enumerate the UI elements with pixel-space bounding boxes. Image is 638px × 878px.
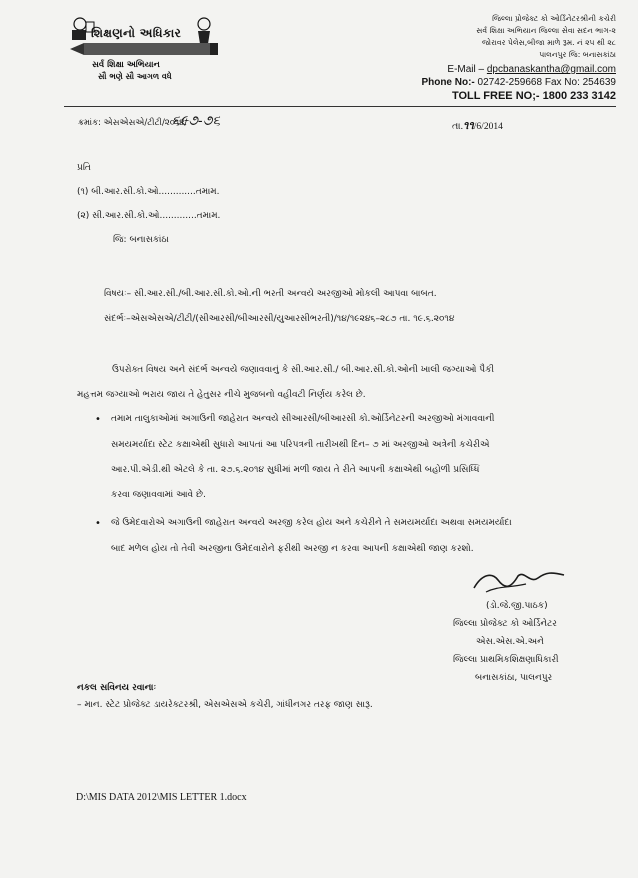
office-line-4: પાલનપુર જિ: બનાસકાંઠા bbox=[539, 50, 616, 59]
header-divider bbox=[64, 106, 616, 107]
logo-title: શિક્ષણનો અધિકાર bbox=[91, 26, 182, 40]
pencil-icon bbox=[70, 40, 220, 58]
phone-row bbox=[421, 77, 616, 88]
para1-line1: ઉપરોક્ત વિષય અને સંદર્ભ અન્વયે જણાવવાનું કે સી.આર.સી./ બી.આર.સી.કો.ઓની ખાલી જગ્યાઓ પૈકી bbox=[112, 365, 495, 375]
bullet-2: • bbox=[95, 518, 101, 529]
date-prefix: તા. bbox=[452, 122, 464, 132]
signatory-name: (ડો.જે.જી.પાઠક) bbox=[486, 601, 548, 611]
letter-date bbox=[452, 120, 503, 133]
date-handwritten: ૧૧ bbox=[463, 120, 474, 132]
bullet-1: • bbox=[95, 414, 101, 425]
file-path: D:\MIS DATA 2012\MIS LETTER 1.docx bbox=[76, 792, 247, 803]
handwritten-ref: ૬૯૭-૭૬ bbox=[172, 113, 221, 129]
copy-line: – માન. સ્ટેટ પ્રોજેક્ટ ડાયરેક્ટરશ્રી, એસએસએ કચેરી, ગાંધીનગર તરફ જાણ સારૂ. bbox=[77, 700, 373, 710]
signatory-title-2: એસ.એસ.એ.અને bbox=[476, 637, 544, 647]
reference-number: ક્રમાંક: એસએસએ/ટીટી/૨૦૧૪/ bbox=[78, 118, 188, 128]
email-row bbox=[447, 64, 616, 75]
toll-free: TOLL FREE NO;- 1800 233 3142 bbox=[451, 90, 616, 102]
office-line-1: જિલ્લા પ્રોજેક્ટ કો ઓર્ડિનેટરશ્રીની કચેરી bbox=[492, 14, 616, 23]
prati-label: પ્રતિ bbox=[77, 163, 91, 173]
phone-label: Phone No:- bbox=[421, 77, 475, 88]
recipient-2: (૨) સી.આર.સી.કો.ઓ.............તમામ. bbox=[77, 211, 221, 221]
signatory-title-3: જિલ્લા પ્રાથમિકશિક્ષણાધિકારી bbox=[453, 655, 559, 665]
district-line: જિ: બનાસકાંઠા bbox=[113, 235, 169, 245]
logo-tagline-1: સર્વ શિક્ષા અભિયાન bbox=[92, 60, 160, 70]
reference-line: સંદર્ભઃ–એસએસએ/ટીટી/(સીઆરસી/બીઆરસી/યુઆરસીભરતી)/૧૪/૧૯૨૪૬–૨૮૭ તા. ૧૯.૬.૨૦૧૪ bbox=[104, 314, 455, 324]
signatory-title-1: જિલ્લા પ્રોજેક્ટ કો ઓર્ડિનેટર bbox=[453, 619, 557, 629]
bullet2-line2: બાદ મળેલ હોય તો તેવી અરજીના ઉમેદવારોને ફરીથી અરજી ન કરવા આપની કક્ષાએથી જાણ કરશો. bbox=[111, 544, 474, 554]
bullet1-line1: તમામ તાલુકાઓમાં અગાઉની જાહેરાત અન્વયે સીઆરસી/બીઆરસી કો.ઓર્ડિનેટરની અરજીઓ મંગાવવાની bbox=[111, 414, 495, 424]
bullet1-line3: આર.પી.એડી.થી એટલે કે તા. ૨૭.૬.૨૦૧૪ સુધીમાં મળી જાય તે રીતે આપની કક્ષાએથી બહોળી પ્રસિધ્ધિ bbox=[111, 465, 480, 475]
signatory-title-4: બનાસકાંઠા, પાલનપુર bbox=[475, 673, 553, 683]
bullet2-line1: જે ઉમેદવારોએ અગાઉની જાહેરાત અન્વયે અરજી કરેલ હોય અને કચેરીને તે સમયમર્યાદા અથવા સમયમર્યાદા bbox=[111, 518, 512, 528]
recipient-1: (૧) બી.આર.સી.કો.ઓ.............તમામ. bbox=[77, 187, 220, 197]
logo-tagline-2: સૌ ભણે સૌ આગળ વધે bbox=[98, 72, 172, 81]
office-line-2: સર્વ શિક્ષા અભિયાન જિલ્લા સેવા સદન ભાગ-૨ bbox=[476, 26, 616, 35]
email-link[interactable]: dpcbanaskantha@gmail.com bbox=[486, 64, 616, 75]
bullet1-line2: સમયમર્યાદા સ્ટેટ કક્ષાએથી સુધારો આપતાં આ પરિપત્રની તારીખથી દિન– ૭ માં અરજીઓ અત્રેની કચેરીએ bbox=[111, 440, 490, 450]
office-line-3: જોરાવર પેલેસ,બીજા માળે રૂમ. નં ૨૫ થી ૨૮ bbox=[481, 38, 616, 47]
subject-line: વિષયઃ– સી.આર.સી./બી.આર.સી.કો.ઓ.ની ભરતી અન્વયે અરજીઓ મોકલી આપવા બાબત. bbox=[104, 289, 437, 299]
date-suffix: /6/2014 bbox=[473, 122, 503, 132]
para1-line2: મહત્તમ જગ્યાઓ ભરાય જાય તે હેતુસર નીચે મુજબનો વહીવટી નિર્ણય કરેલ છે. bbox=[77, 390, 366, 400]
phone-value: 02742-259668 Fax No: 254639 bbox=[477, 77, 616, 88]
bullet1-line4: કરવા જણાવવામાં આવે છે. bbox=[111, 490, 206, 500]
signature bbox=[468, 566, 568, 596]
copy-heading: નકલ સવિનય રવાનાઃ bbox=[77, 683, 157, 693]
email-label: E-Mail – bbox=[447, 64, 485, 75]
